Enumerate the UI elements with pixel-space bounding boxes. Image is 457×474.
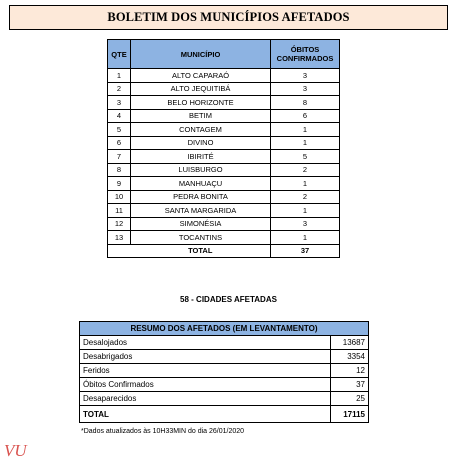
- header-obitos-line2: CONFIRMADOS: [276, 54, 334, 63]
- bulletin-title-box: [9, 5, 448, 30]
- resumo-label: Desalojados: [80, 336, 331, 350]
- table-row: [108, 204, 340, 218]
- table-row: [108, 96, 340, 110]
- table-row: [108, 123, 340, 137]
- cell-obitos: 8: [271, 96, 340, 110]
- cell-qte: 6: [108, 136, 131, 150]
- resumo-header: RESUMO DOS AFETADOS (EM LEVANTAMENTO): [80, 322, 369, 336]
- cell-qte: 2: [108, 82, 131, 96]
- header-obitos-line1: ÓBITOS: [290, 45, 320, 54]
- update-footnote: *Dados atualizados às 10H33MIN do dia 26/01/2020: [81, 428, 245, 435]
- cell-qte: 8: [108, 163, 131, 177]
- list-item: [80, 350, 369, 364]
- total-empty-cell: [108, 244, 131, 258]
- vu-logo-icon: [4, 440, 30, 460]
- header-qte: QTE: [108, 40, 131, 69]
- cell-municipio: IBIRITÉ: [131, 150, 271, 164]
- cell-qte: 13: [108, 231, 131, 245]
- municipios-total-row: [108, 244, 340, 258]
- table-row: [108, 69, 340, 83]
- resumo-value: 25: [331, 392, 369, 406]
- resumo-value: 3354: [331, 350, 369, 364]
- list-item: [80, 378, 369, 392]
- cell-municipio: DIVINO: [131, 136, 271, 150]
- cell-qte: 5: [108, 123, 131, 137]
- cell-obitos: 1: [271, 136, 340, 150]
- table-row: [108, 190, 340, 204]
- resumo-table: [79, 321, 369, 423]
- cell-municipio: MANHUAÇU: [131, 177, 271, 191]
- cell-qte: 10: [108, 190, 131, 204]
- header-obitos: [271, 40, 340, 69]
- cell-municipio: TOCANTINS: [131, 231, 271, 245]
- resumo-body: [80, 336, 369, 423]
- cell-municipio: ALTO CAPARAÓ: [131, 69, 271, 83]
- list-item: [80, 392, 369, 406]
- resumo-label: Desabrigados: [80, 350, 331, 364]
- header-municipio: MUNICÍPIO: [131, 40, 271, 69]
- resumo-label: Óbitos Confirmados: [80, 378, 331, 392]
- cell-municipio: SIMONÉSIA: [131, 217, 271, 231]
- cell-qte: 11: [108, 204, 131, 218]
- cell-obitos: 6: [271, 109, 340, 123]
- table-row: [108, 163, 340, 177]
- cell-qte: 1: [108, 69, 131, 83]
- bulletin-title: BOLETIM DOS MUNICÍPIOS AFETADOS: [107, 10, 350, 24]
- table-row: [108, 217, 340, 231]
- cell-obitos: 2: [271, 190, 340, 204]
- cell-qte: 4: [108, 109, 131, 123]
- total-label: TOTAL: [131, 244, 271, 258]
- cell-municipio: LUISBURGO: [131, 163, 271, 177]
- cell-obitos: 5: [271, 150, 340, 164]
- resumo-value: 37: [331, 378, 369, 392]
- resumo-total-value: 17115: [331, 406, 369, 423]
- cell-qte: 7: [108, 150, 131, 164]
- cell-municipio: CONTAGEM: [131, 123, 271, 137]
- cell-obitos: 3: [271, 217, 340, 231]
- cell-municipio: BELO HORIZONTE: [131, 96, 271, 110]
- table-row: [108, 150, 340, 164]
- resumo-total-row: [80, 406, 369, 423]
- cell-municipio: BETIM: [131, 109, 271, 123]
- cell-obitos: 2: [271, 163, 340, 177]
- table-row: [108, 82, 340, 96]
- cell-qte: 3: [108, 96, 131, 110]
- resumo-value: 12: [331, 364, 369, 378]
- cities-affected-count: 58 - CIDADES AFETADAS: [180, 295, 277, 304]
- cell-obitos: 1: [271, 123, 340, 137]
- list-item: [80, 364, 369, 378]
- cell-qte: 9: [108, 177, 131, 191]
- cell-obitos: 3: [271, 82, 340, 96]
- total-obitos: 37: [271, 244, 340, 258]
- resumo-label: Feridos: [80, 364, 331, 378]
- cell-municipio: SANTA MARGARIDA: [131, 204, 271, 218]
- municipios-header-row: [108, 40, 340, 69]
- resumo-value: 13687: [331, 336, 369, 350]
- municipios-table: [107, 39, 340, 258]
- table-row: [108, 109, 340, 123]
- cell-municipio: ALTO JEQUITIBÁ: [131, 82, 271, 96]
- cell-obitos: 1: [271, 204, 340, 218]
- cell-qte: 12: [108, 217, 131, 231]
- cell-obitos: 1: [271, 231, 340, 245]
- list-item: [80, 336, 369, 350]
- resumo-header-row: [80, 322, 369, 336]
- resumo-total-label: TOTAL: [80, 406, 331, 423]
- table-row: [108, 231, 340, 245]
- cell-obitos: 1: [271, 177, 340, 191]
- table-row: [108, 177, 340, 191]
- table-row: [108, 136, 340, 150]
- resumo-label: Desaparecidos: [80, 392, 331, 406]
- municipios-body: [108, 69, 340, 258]
- cell-municipio: PEDRA BONITA: [131, 190, 271, 204]
- cell-obitos: 3: [271, 69, 340, 83]
- svg-text:VU: VU: [4, 441, 27, 460]
